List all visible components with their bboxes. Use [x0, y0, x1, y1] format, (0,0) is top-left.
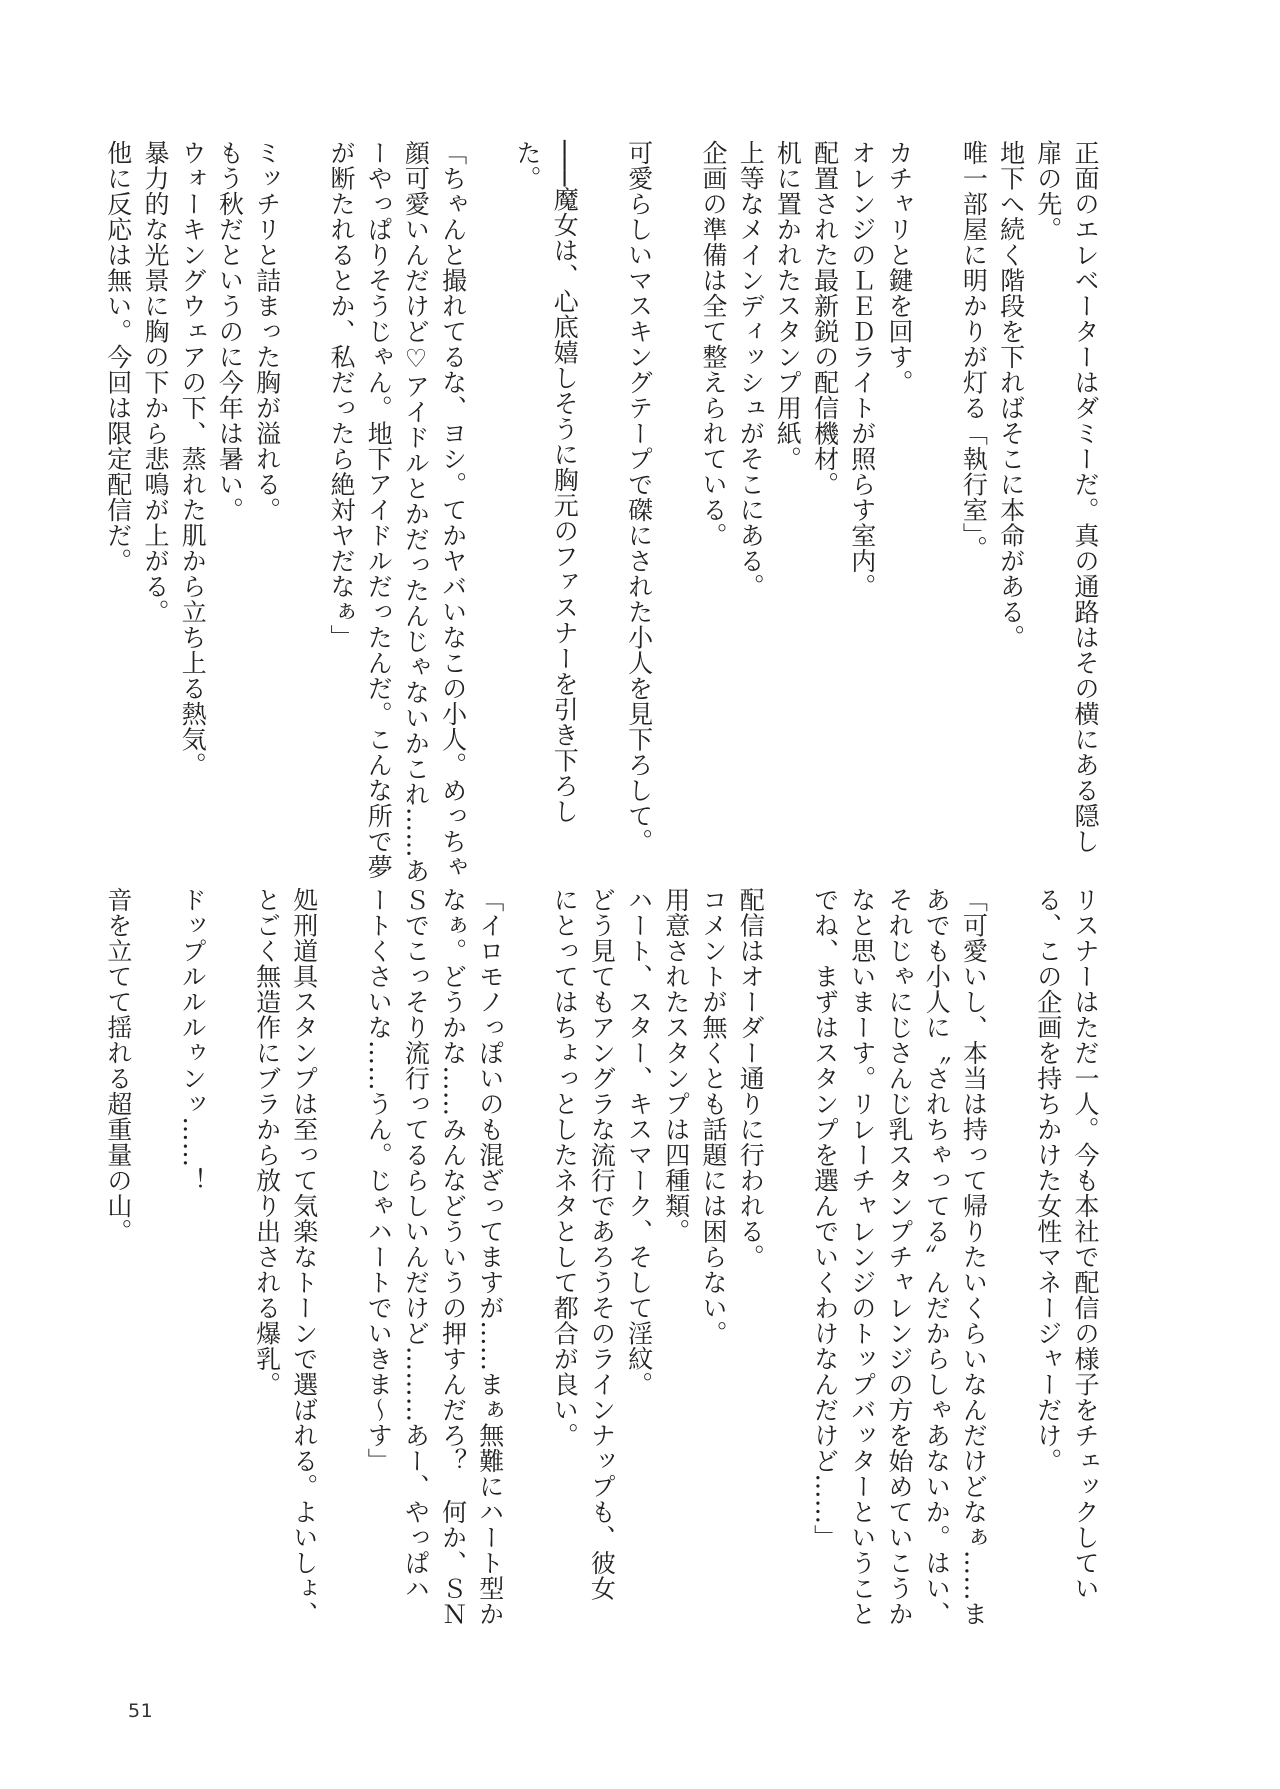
text-line: 配置された最新鋭の配信機材。	[810, 140, 840, 497]
text-line: 暴力的な光景に胸の下から悲鳴が上がる。	[141, 140, 170, 625]
text-line: それじゃにじさんじ乳スタンプチャレンジの方を始めていこうか	[885, 887, 914, 1627]
text-line: にとってはちょっとしたネタとして都合が良い。	[550, 887, 580, 1448]
blank-line	[286, 140, 323, 830]
text-line: た。	[513, 140, 542, 191]
text-line: ートくさいな……うん。じゃハートでいきま〜す」	[364, 887, 394, 1474]
text-line: どう見てもアングラな流行であろうそのラインナップも、彼女	[587, 887, 617, 1601]
blank-line	[918, 140, 955, 830]
text-line: る、この企画を持ちかけた女性マネージャーだけ。	[1033, 887, 1063, 1474]
blank-line	[769, 887, 806, 1567]
blank-line	[658, 140, 695, 830]
text-line: コメントが無くとも話題には困らない。	[699, 887, 728, 1346]
blank-line	[992, 887, 1029, 1567]
text-line: 配信はオーダー通りに行われる。	[736, 887, 766, 1270]
blank-line	[323, 887, 360, 1567]
text-line: 顔可愛いんだけど♡アイドルとかだったんじゃないかこれ……あ	[401, 140, 431, 884]
text-line: 用意されたスタンプは四種類。	[661, 887, 691, 1244]
text-line: 机に置かれたスタンプ用紙。	[773, 140, 803, 472]
text-line: オレンジのＬＥＤライトが照らす室内。	[847, 140, 877, 599]
text-line: 「可愛いし、本当は持って帰りたいくらいなんだけどなぁ……ま	[959, 887, 989, 1627]
text-line: 他に反応は無い。今回は限定配信だ。	[103, 140, 133, 574]
text-line: とごく無造作にブラから放り出される爆乳。	[252, 887, 282, 1397]
text-line: 企画の準備は全て整えられている。	[698, 140, 728, 548]
text-line: 上等なメインディッシュがそこにある。	[736, 140, 766, 599]
text-line: 正面のエレベーターはダミーだ。真の通路はその横にある隠し	[1071, 140, 1100, 854]
text-line: でね、まずはスタンプを選んでいくわけなんだけど……」	[810, 887, 840, 1550]
text-line: なぁ。どうかな……みんなどういうの押すんだろ？ 何か、ＳＮ	[438, 887, 468, 1627]
text-line: ハート、スター、キスマーク、そして淫紋。	[624, 887, 654, 1397]
page-number: 51	[128, 1700, 154, 1722]
text-line: あでも小人に〝されちゃってる〟んだからしゃあないか。はい、	[922, 887, 952, 1627]
text-line: ───魔女は、心底嬉しそうに胸元のファスナーを引き下ろし	[550, 140, 580, 825]
text-line: リスナーはただ一人。今も本社で配信の様子をチェックしてい	[1071, 887, 1100, 1601]
text-line: が断たれるとか、私だったら絶対ヤだなぁ」	[327, 140, 356, 650]
text-line: ウォーキングウェアの下、蒸れた肌から立ち上る熱気。	[178, 140, 208, 778]
text-line: カチャリと鍵を回す。	[885, 140, 914, 395]
blank-line	[509, 887, 546, 1567]
text-line: ミッチリと詰まった胸が溢れる。	[252, 140, 282, 523]
blank-line	[583, 140, 620, 830]
text-line: 唯一部屋に明かりが灯る「執行室」。	[959, 140, 989, 561]
text-line: 「イロモノっぽいのも混ざってますが……まぁ無難にハート型か	[475, 887, 505, 1627]
text-line: 可愛らしいマスキングテープで磔にされた小人を見下ろして。	[624, 140, 654, 854]
text-line: ーやっぱりそうじゃん。地下アイドルだったんだ。こんな所で夢	[364, 140, 394, 880]
text-line: 処刑道具スタンプは至って気楽なトーンで選ばれる。よいしょ、	[289, 887, 319, 1627]
text-line: なと思いまーす。リレーチャレンジのトップバッターということ	[847, 887, 877, 1627]
text-line: もう秋だというのに今年は暑い。	[215, 140, 245, 523]
text-block-bottom	[103, 887, 1104, 1627]
blank-line	[472, 140, 509, 830]
text-block-top	[103, 140, 1104, 884]
blank-line	[211, 887, 248, 1567]
text-line: 地下へ続く階段を下ればそこに本命がある。	[996, 140, 1026, 650]
text-line: 「ちゃんと撮れてるな、ヨシ。てかヤバいなこの小人。めっちゃ	[438, 140, 468, 880]
blank-line	[137, 887, 174, 1567]
text-line: 音を立てて揺れる超重量の山。	[103, 887, 133, 1244]
text-line: Ｓでこっそり流行ってるらしいんだけど………あー、やっぱハ	[401, 887, 431, 1601]
text-line: ドップルルルゥンッ……！	[178, 887, 208, 1193]
text-line: 扉の先。	[1033, 140, 1063, 242]
